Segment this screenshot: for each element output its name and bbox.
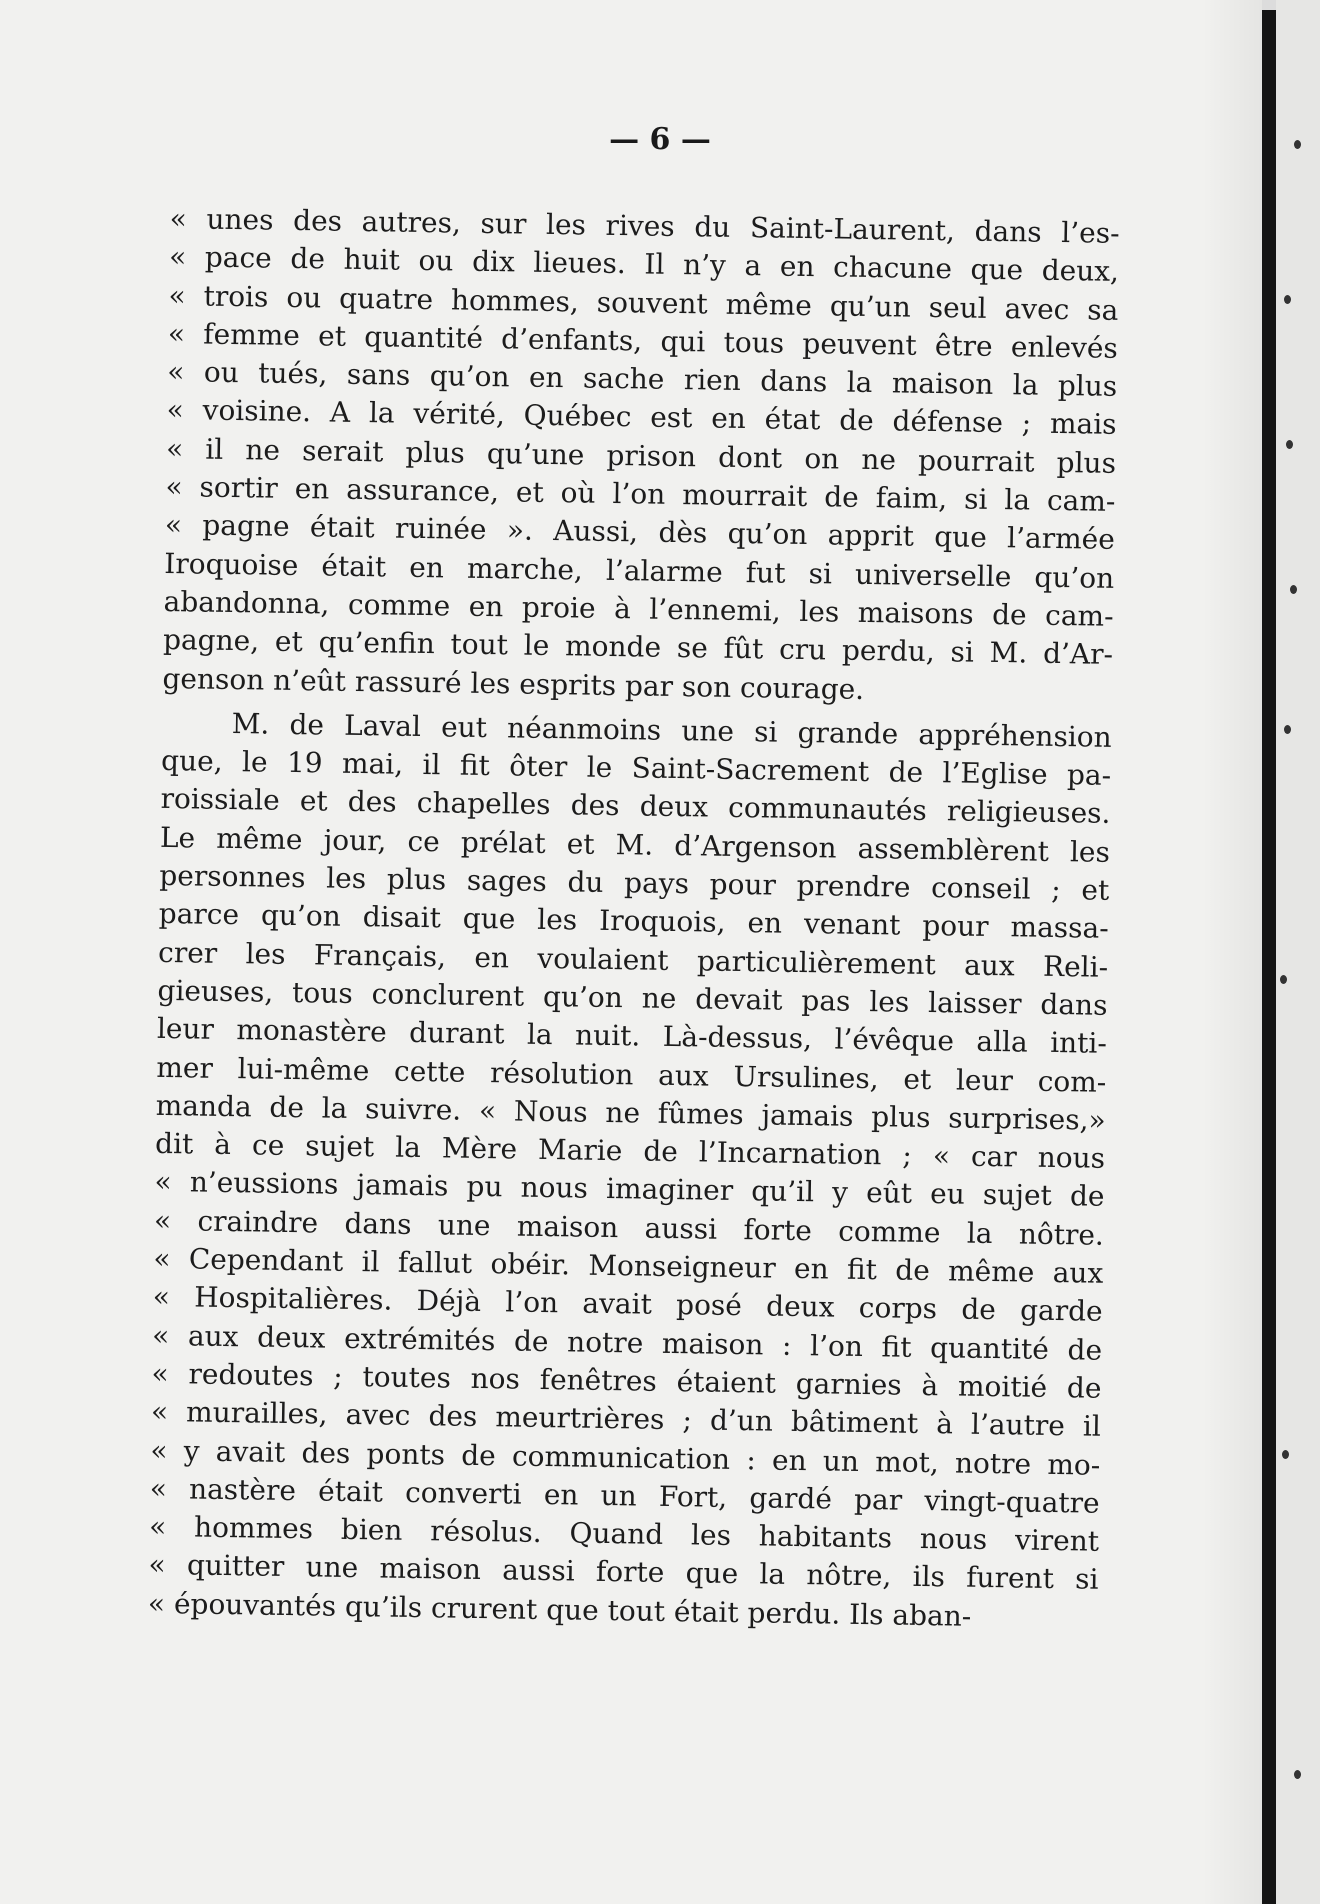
scan-speck <box>1294 1770 1301 1779</box>
text-line: « Cependant il fallut obéir. Monseigneur en fit de même aux <box>153 1241 1104 1290</box>
text-line: « pagne était ruinée ». Aussi, dès qu’on apprit que l’armée <box>164 508 1116 557</box>
text-line: « ou tués, sans qu’on en sache rien dans la maison la plus <box>167 355 1118 404</box>
text-line: manda de la suivre. « Nous ne fûmes jamais plus surprises,» <box>155 1088 1106 1137</box>
text-line: mer lui-même cette résolution aux Ursulines, et leur com- <box>156 1050 1107 1099</box>
text-line: Le même jour, ce prélat et M. d’Argenson assemblèrent les <box>159 820 1111 869</box>
text-line: « murailles, avec des meurtrières ; d’un bâtiment à l’autre il <box>150 1395 1102 1443</box>
text-line: « épouvantés qu’ils crurent que tout était perdu. Ils aban- <box>147 1586 972 1633</box>
scan-speck <box>1280 975 1287 984</box>
text-line: gieuses, tous conclurent qu’on ne devait pas les laisser dans <box>157 973 1108 1022</box>
scan-speck <box>1282 1450 1289 1459</box>
text-line: roissiale et des chapelles des deux communautés religieuses. <box>160 782 1111 831</box>
text-line: leur monastère durant la nuit. Là-dessus, l’évêque alla inti- <box>156 1012 1108 1061</box>
text-line: « hommes bien résolus. Quand les habitants nous virent <box>148 1509 1100 1558</box>
scan-speck <box>1284 725 1291 734</box>
text-line: « quitter une maison aussi forte que la nôtre, ils furent si <box>148 1548 1099 1597</box>
text-line: genson n’eût rassuré les esprits par son courage. <box>162 661 865 706</box>
text-line: « trois ou quatre hommes, souvent même qu’un seul avec sa <box>168 278 1119 327</box>
text-line: « aux deux extrémités de notre maison : l’on fit quantité de <box>151 1318 1103 1367</box>
body-text <box>148 200 1120 1638</box>
paragraph <box>162 200 1120 713</box>
text-line: personnes les plus sages du pays pour prendre conseil ; et <box>159 858 1110 907</box>
scan-speck <box>1286 440 1293 449</box>
text-line: « femme et quantité d’enfants, qui tous peuvent être enlevés <box>167 316 1119 365</box>
text-line: « y avait des ponts de communication : en un mot, notre mo- <box>150 1433 1101 1482</box>
scan-speck <box>1294 140 1301 149</box>
text-line: « nastère était converti en un Fort, gardé par vingt-quatre <box>149 1471 1100 1520</box>
text-line: « unes des autres, sur les rives du Saint-Laurent, dans l’es- <box>169 201 1120 250</box>
text-line: « redoutes ; toutes nos fenêtres étaient garnies à moitié de <box>151 1356 1102 1405</box>
page-number: — 6 — <box>609 122 711 157</box>
text-line: « craindre dans une maison aussi forte comme la nôtre. <box>153 1203 1105 1252</box>
text-line: parce qu’on disait que les Iroquois, en venant pour massa- <box>158 897 1109 946</box>
text-line: « pace de huit ou dix lieues. Il n’y a en chacune que deux, <box>168 240 1120 289</box>
text-line: dit à ce sujet la Mère Marie de l’Incarnation ; « car nous <box>154 1127 1106 1175</box>
text-line: Iroquoise était en marche, l’alarme fut si universelle qu’on <box>164 546 1115 595</box>
scan-speck <box>1284 295 1291 304</box>
text-line: « sortir en assurance, et où l’on mourrait de faim, si la cam- <box>165 470 1116 518</box>
scan-margin <box>1276 0 1320 1904</box>
paragraph <box>148 704 1112 1638</box>
text-line: « voisine. A la vérité, Québec est en état de défense ; mais <box>166 393 1117 442</box>
text-line: « il ne serait plus qu’une prison dont on ne pourrait plus <box>165 431 1117 480</box>
text-line: que, le 19 mai, il fit ôter le Saint-Sacrement de l’Eglise pa- <box>160 744 1112 793</box>
text-line: pagne, et qu’enfin tout le monde se fût cru perdu, si M. d’Ar- <box>162 623 1114 672</box>
text-line: crer les Français, en voulaient particulièrement aux Reli- <box>157 935 1109 984</box>
text-line: abandonna, comme en proie à l’ennemi, les maisons de cam- <box>163 584 1114 633</box>
text-line: « n’eussions jamais pu nous imaginer qu’il y eût eu sujet de <box>154 1165 1105 1214</box>
scan-speck <box>1290 585 1297 594</box>
text-line: « Hospitalières. Déjà l’on avait posé deux corps de garde <box>152 1280 1103 1329</box>
binding-edge <box>1262 10 1276 1904</box>
text-line: M. de Laval eut néanmoins une si grande appréhension <box>231 706 1112 754</box>
